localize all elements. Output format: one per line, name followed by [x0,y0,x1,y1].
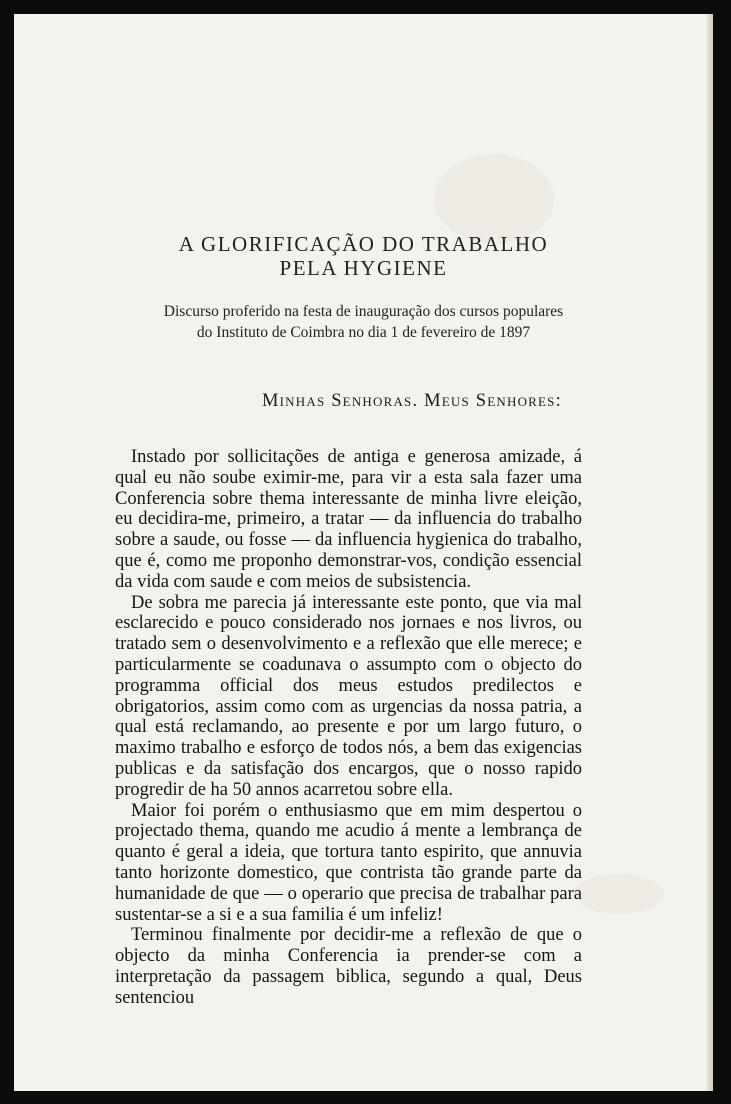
paragraph: Instado por sollicitações de antiga e generosa amizade, á qual eu não soube eximir-me, para vir a esta sala fazer uma Conferencia sobre thema interessante de minha livre eleição, eu decidira-me, primeiro, a tratar — da influencia do trabalho sobre a saude, ou fosse — da influencia hygienica do trabalho, que é, como me proponho demonstrar-vos, condição essencial da vida com saude e com meios de subsistencia. [115,447,582,592]
title-line-1: A GLORIFICAÇÃO DO TRABALHO [178,232,549,256]
document-page [14,14,713,1091]
paragraph: De sobra me parecia já interessante este ponto, que via mal esclarecido e pouco considerado nos jornaes e nos livros, ou tratado sem o desenvolvimento e a reflexão que elle merece; e particularmente se coadunava o assumpto com o objecto do programma official dos meus estudos predilectos e obrigatorios, assim como com as urgencias da nossa patria, a qual está reclamando, ao presente e por um largo futuro, o maximo trabalho e esforço de todos nós, a bem das exigencias publicas e da satisfação dos encargos, que o nosso rapido progredir de ha 50 annos acarretou sobre ella. [115,592,582,800]
salutation: Minhas Senhoras. Meus Senhores: [262,391,562,411]
paragraph: Maior foi porém o enthusiasmo que em mim despertou o projectado thema, quando me acudio á mente a lembrança de quanto é geral a ideia, que tortura tanto espirito, que annuvia tanto horizonte domestico, que contrista tão grande parte da humanidade de que — o operario que precisa de trabalhar para sustentar-se a si e a sua familia é um infeliz! [115,800,582,925]
body-text [115,447,582,1009]
paper-stain [574,874,664,914]
page-edge-shadow [707,14,713,1091]
subtitle-line-1: Discurso proferido na festa de inauguração dos cursos populares [163,303,564,320]
title-line-2: PELA HYGIENE [279,256,448,280]
subtitle-line-2: do Instituto de Coimbra no dia 1 de fevereiro de 1897 [196,324,531,341]
paragraph: Terminou finalmente por decidir-me a reflexão de que o objecto da minha Conferencia ia prender-se com a interpretação da passagem biblica, segundo a qual, Deus sentenciou [115,925,582,1008]
paper-stain [434,154,554,244]
